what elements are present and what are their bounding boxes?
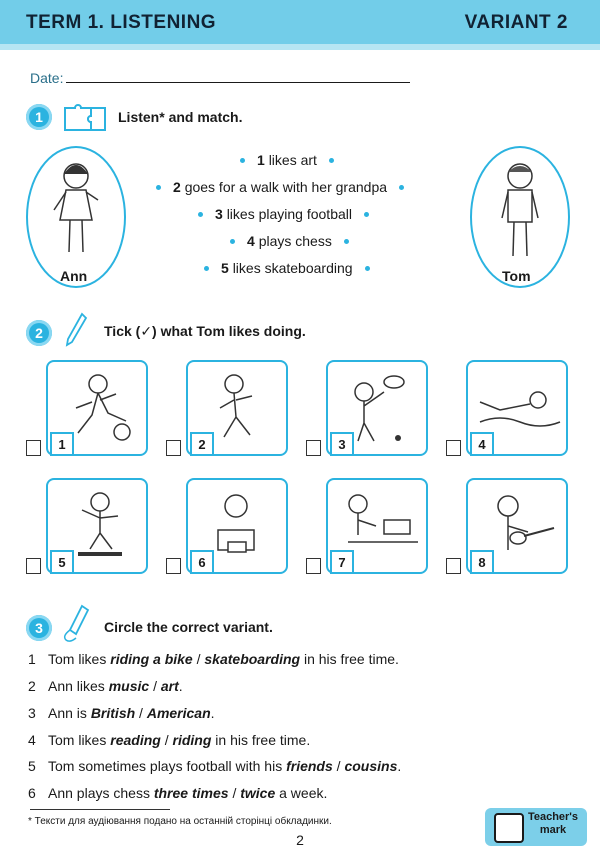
left-match-dot[interactable] [156, 185, 161, 190]
task2-title: Tick (✓) what Tom likes doing. [104, 323, 306, 339]
picture-number: 4 [470, 432, 494, 456]
tom-portrait [470, 146, 570, 288]
choice-a[interactable]: three times [153, 785, 229, 801]
picture-number: 2 [190, 432, 214, 456]
tick-box[interactable] [166, 440, 181, 456]
choice-b[interactable]: riding [172, 732, 212, 748]
right-match-dot[interactable] [344, 239, 349, 244]
task3-title: Circle the correct variant. [104, 619, 273, 635]
header-band [0, 44, 600, 50]
picture-number: 1 [50, 432, 74, 456]
ann-portrait [26, 146, 126, 288]
tick-box[interactable] [166, 558, 181, 574]
task1-number: 1 [26, 104, 52, 130]
match-option[interactable]: 4 plays chess [230, 233, 349, 249]
right-match-dot[interactable] [364, 212, 369, 217]
task3-number: 3 [26, 615, 52, 641]
term-title: TERM 1. LISTENING [26, 12, 217, 33]
tick-box[interactable] [26, 558, 41, 574]
tick-box[interactable] [26, 440, 41, 456]
footnote: * Тексти для аудіювання подано на останній сторінці обкладинки. [28, 816, 332, 827]
choice-a[interactable]: riding a bike [110, 651, 193, 667]
task2-number: 2 [26, 320, 52, 346]
left-match-dot[interactable] [240, 158, 245, 163]
match-option[interactable]: 2 goes for a walk with her grandpa [156, 179, 404, 195]
match-option[interactable]: 1 likes art [240, 152, 334, 168]
choice-b[interactable]: art [160, 678, 179, 694]
tick-box[interactable] [306, 440, 321, 456]
picture-number: 5 [50, 550, 74, 574]
choice-b[interactable]: skateboarding [204, 651, 301, 667]
choice-a[interactable]: friends [286, 758, 333, 774]
pencil-icon [64, 312, 88, 348]
choice-a[interactable]: music [108, 678, 150, 694]
picture-number: 6 [190, 550, 214, 574]
match-option[interactable]: 3 likes playing football [198, 206, 369, 222]
right-match-dot[interactable] [365, 266, 370, 271]
variant-title: VARIANT 2 [464, 12, 568, 33]
pencil-icon [62, 604, 92, 644]
choice-a[interactable]: reading [110, 732, 161, 748]
sentence-4: 4 Tom likes reading / riding in his free time. [28, 732, 311, 748]
choice-b[interactable]: twice [240, 785, 276, 801]
sentence-5: 5 Tom sometimes plays football with his friends / cousins. [28, 758, 402, 774]
right-match-dot[interactable] [399, 185, 404, 190]
date-input-line[interactable] [66, 82, 410, 83]
footnote-divider [30, 809, 170, 810]
task1-title: Listen* and match. [118, 109, 243, 125]
tick-box[interactable] [446, 440, 461, 456]
tick-box[interactable] [306, 558, 321, 574]
match-option[interactable]: 5 likes skateboarding [204, 260, 370, 276]
picture-number: 8 [470, 550, 494, 574]
sentence-1: 1 Tom likes riding a bike / skateboarding in his free time. [28, 651, 399, 667]
picture-number: 7 [330, 550, 354, 574]
picture-number: 3 [330, 432, 354, 456]
left-match-dot[interactable] [204, 266, 209, 271]
date-label: Date: [30, 70, 64, 86]
left-match-dot[interactable] [230, 239, 235, 244]
sentence-6: 6 Ann plays chess three times / twice a week. [28, 785, 328, 801]
left-match-dot[interactable] [198, 212, 203, 217]
choice-b[interactable]: cousins [344, 758, 398, 774]
tick-box[interactable] [446, 558, 461, 574]
ann-label: Ann [60, 268, 88, 284]
choice-a[interactable]: British [90, 705, 136, 721]
right-match-dot[interactable] [329, 158, 334, 163]
tom-label: Tom [502, 268, 531, 284]
teacher-mark-label: Teacher's mark [527, 811, 579, 836]
sentence-3: 3 Ann is British / American. [28, 705, 215, 721]
choice-b[interactable]: American [146, 705, 211, 721]
puzzle-icon [62, 102, 108, 132]
sentence-2: 2 Ann likes music / art. [28, 678, 183, 694]
page-number: 2 [296, 832, 304, 848]
